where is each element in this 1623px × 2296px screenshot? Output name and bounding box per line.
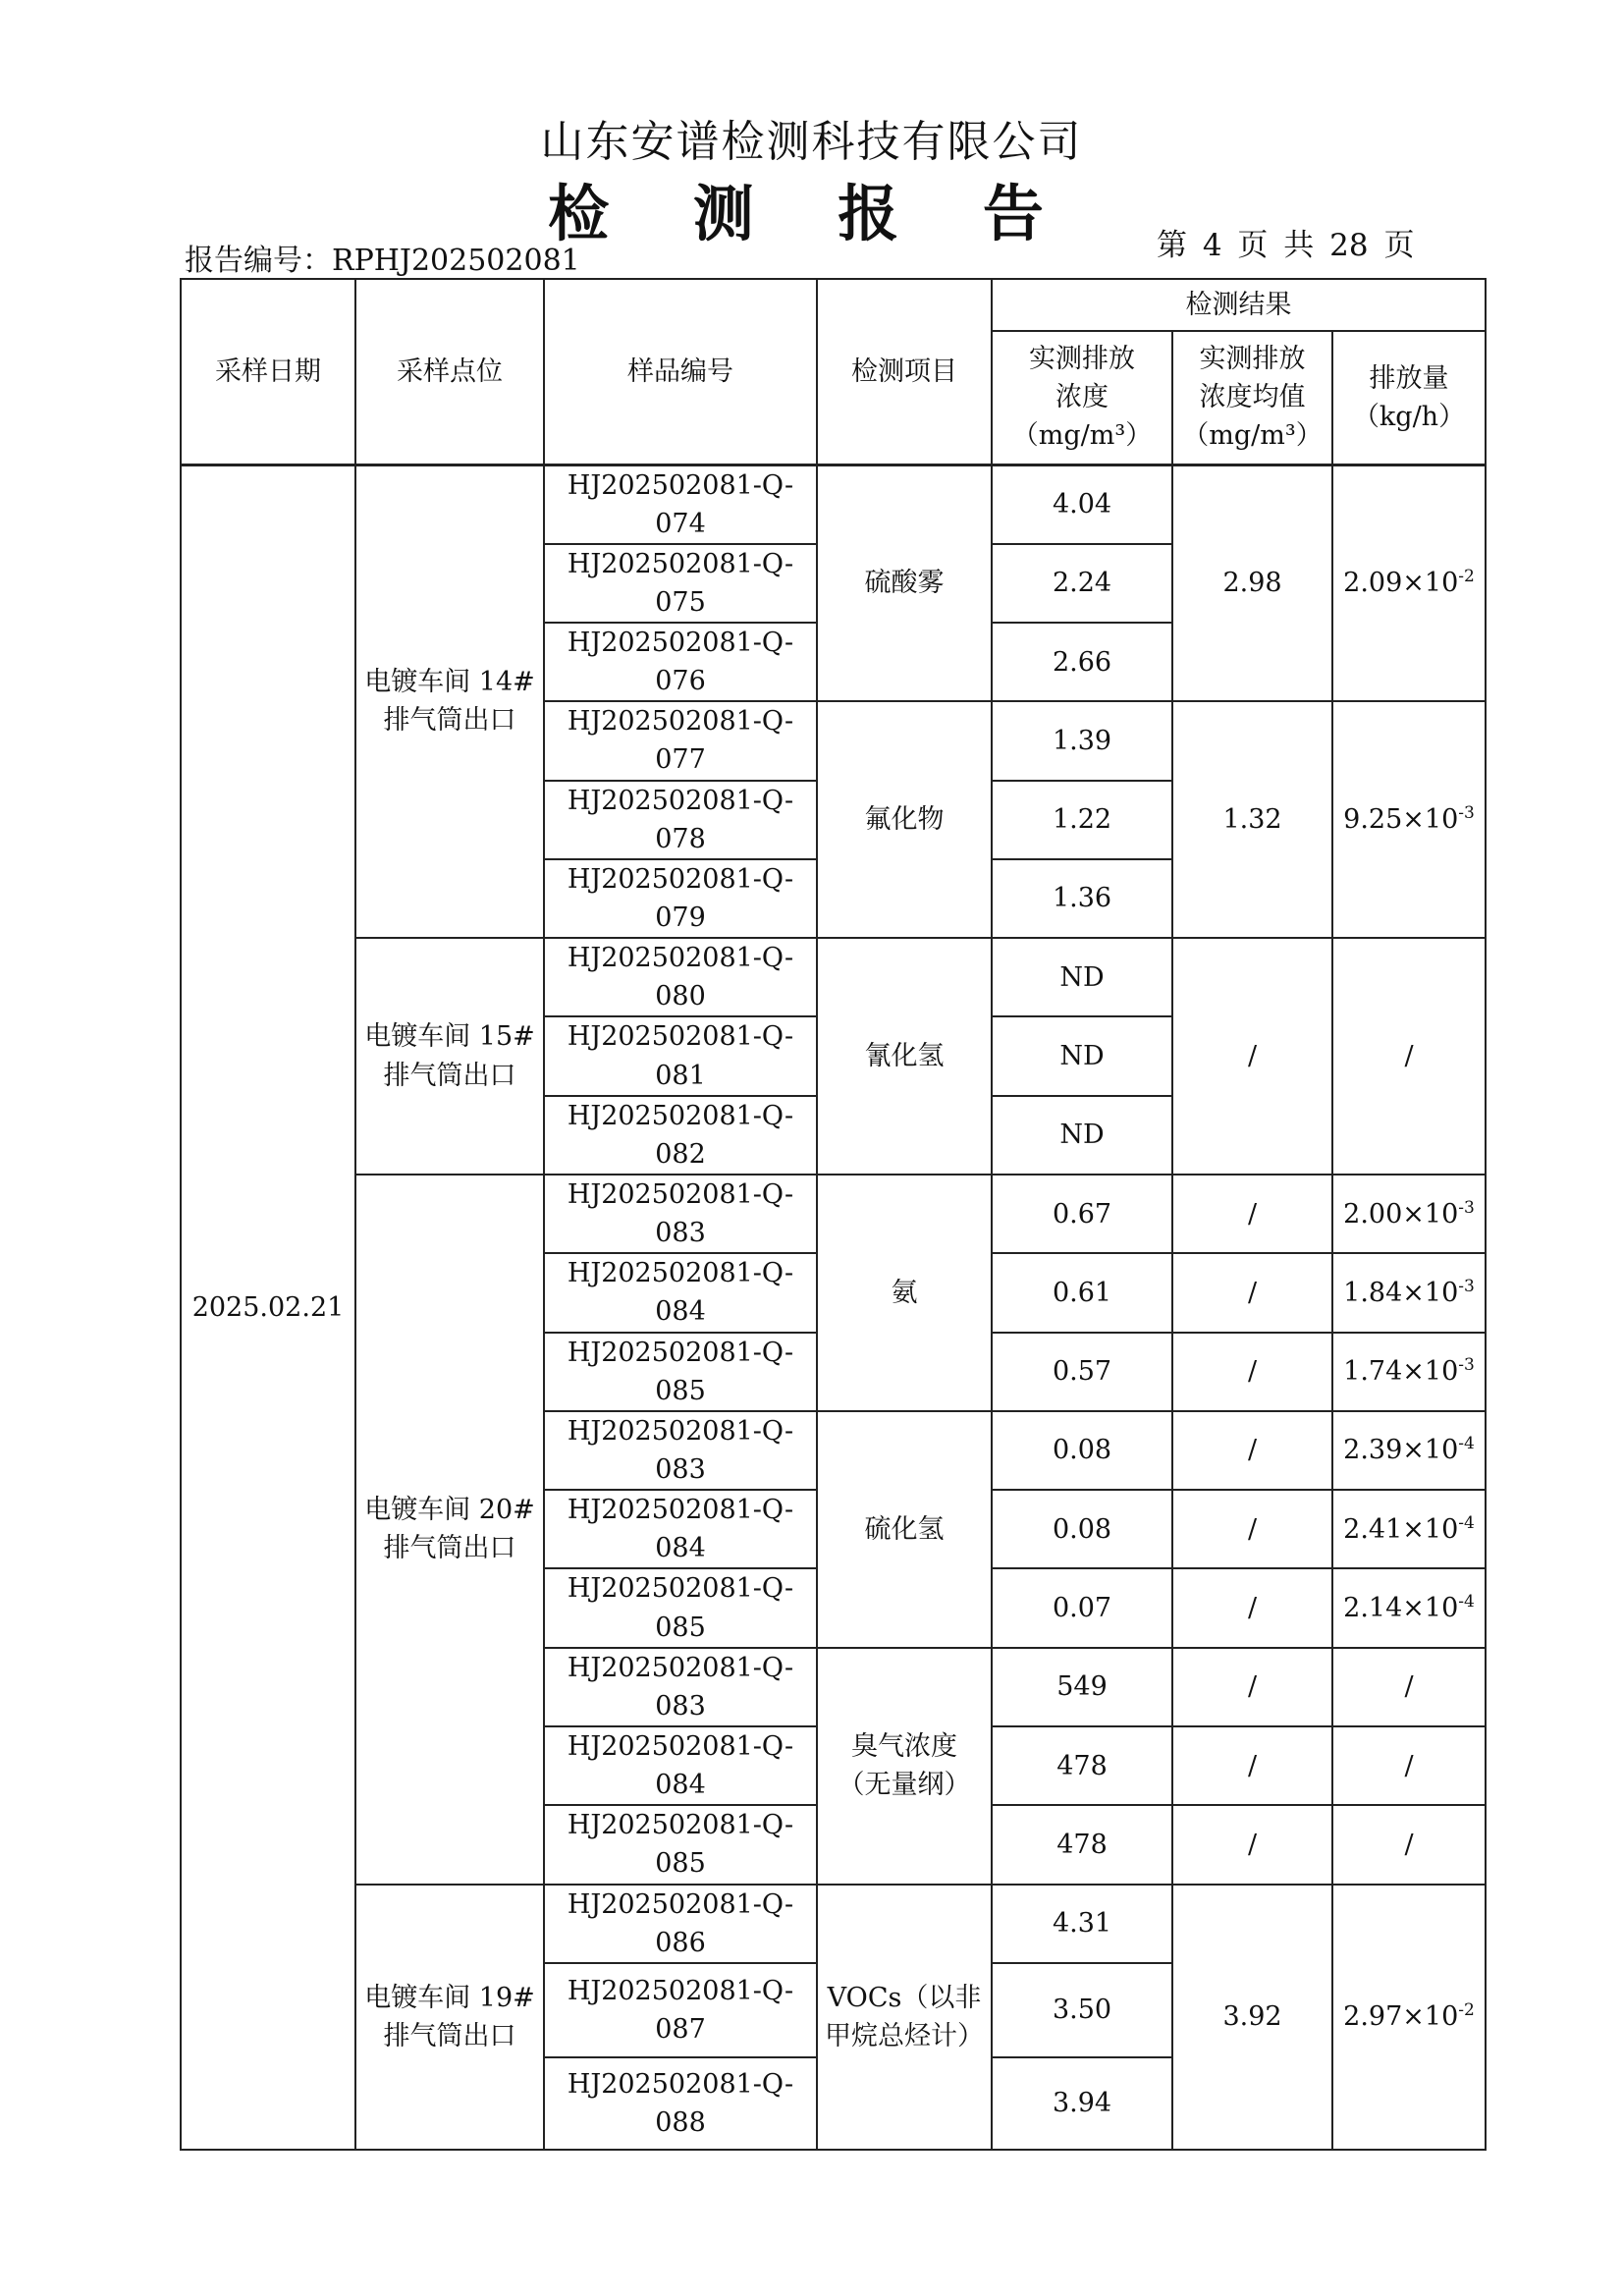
average: / bbox=[1172, 938, 1332, 1175]
concentration: 0.61 bbox=[992, 1253, 1172, 1332]
concentration: 0.08 bbox=[992, 1490, 1172, 1568]
concentration: 0.07 bbox=[992, 1568, 1172, 1647]
item-hydrogen-sulfide: 硫化氢 bbox=[817, 1411, 992, 1648]
emission-rate: / bbox=[1332, 1805, 1486, 1884]
company-name: 山东安谱检测科技有限公司 bbox=[540, 117, 1083, 167]
item-vocs: VOCs（以非 甲烷总烃计） bbox=[817, 1885, 992, 2150]
concentration: 1.39 bbox=[992, 701, 1172, 780]
report-number bbox=[185, 236, 580, 279]
average: 1.32 bbox=[1172, 701, 1332, 938]
sample-id: HJ202502081-Q-078 bbox=[544, 781, 817, 859]
emission-rate: / bbox=[1332, 1726, 1486, 1805]
concentration: 3.50 bbox=[992, 1963, 1172, 2057]
concentration: 478 bbox=[992, 1726, 1172, 1805]
emission-rate: $1.74\times 10^{-3}$ bbox=[1332, 1333, 1486, 1411]
average: / bbox=[1172, 1648, 1332, 1726]
sample-id: HJ202502081-Q-080 bbox=[544, 938, 817, 1016]
sample-id: HJ202502081-Q-084 bbox=[544, 1253, 817, 1332]
item-ammonia: 氨 bbox=[817, 1175, 992, 1411]
report-number-label: 报告编号： bbox=[185, 244, 332, 278]
sample-id: HJ202502081-Q-084 bbox=[544, 1490, 817, 1568]
concentration: 1.22 bbox=[992, 781, 1172, 859]
concentration: 0.67 bbox=[992, 1175, 1172, 1253]
emission-rate: $9.25\times 10^{-3}$ bbox=[1332, 701, 1486, 938]
item-sulfuric-acid-mist: 硫酸雾 bbox=[817, 465, 992, 701]
concentration: 0.08 bbox=[992, 1411, 1172, 1490]
location-20: 电镀车间 20# 排气筒出口 bbox=[355, 1175, 544, 1885]
concentration: 478 bbox=[992, 1805, 1172, 1884]
average: 3.92 bbox=[1172, 1885, 1332, 2150]
results-table bbox=[180, 278, 1487, 2151]
concentration: ND bbox=[992, 1016, 1172, 1095]
location-15: 电镀车间 15# 排气筒出口 bbox=[355, 938, 544, 1175]
header-concentration: 实测排放 浓度 （mg/m³） bbox=[992, 331, 1172, 465]
average: / bbox=[1172, 1175, 1332, 1253]
sample-id: HJ202502081-Q-079 bbox=[544, 859, 817, 938]
emission-rate: $1.84\times 10^{-3}$ bbox=[1332, 1253, 1486, 1332]
sample-id: HJ202502081-Q-074 bbox=[544, 465, 817, 544]
header-emission-rate: 排放量 （kg/h） bbox=[1332, 331, 1486, 465]
item-fluoride: 氟化物 bbox=[817, 701, 992, 938]
sampling-date: 2025.02.21 bbox=[181, 465, 355, 2150]
concentration: 0.57 bbox=[992, 1333, 1172, 1411]
sample-id: HJ202502081-Q-085 bbox=[544, 1805, 817, 1884]
sample-id: HJ202502081-Q-086 bbox=[544, 1885, 817, 1963]
sample-id: HJ202502081-Q-075 bbox=[544, 544, 817, 623]
emission-rate: $2.00\times 10^{-3}$ bbox=[1332, 1175, 1486, 1253]
average: / bbox=[1172, 1411, 1332, 1490]
sample-id: HJ202502081-Q-087 bbox=[544, 1963, 817, 2057]
sample-id: HJ202502081-Q-083 bbox=[544, 1648, 817, 1726]
sample-id: HJ202502081-Q-082 bbox=[544, 1096, 817, 1175]
sample-id: HJ202502081-Q-085 bbox=[544, 1568, 817, 1647]
concentration: 1.36 bbox=[992, 859, 1172, 938]
header-date: 采样日期 bbox=[181, 279, 355, 465]
sample-id: HJ202502081-Q-084 bbox=[544, 1726, 817, 1805]
average: / bbox=[1172, 1490, 1332, 1568]
concentration: 4.04 bbox=[992, 465, 1172, 544]
header-average: 实测排放 浓度均值 （mg/m³） bbox=[1172, 331, 1332, 465]
sample-id: HJ202502081-Q-083 bbox=[544, 1175, 817, 1253]
sample-id: HJ202502081-Q-077 bbox=[544, 701, 817, 780]
average: / bbox=[1172, 1568, 1332, 1647]
average: / bbox=[1172, 1253, 1332, 1332]
emission-rate: $2.14\times 10^{-4}$ bbox=[1332, 1568, 1486, 1647]
average: / bbox=[1172, 1333, 1332, 1411]
concentration: 4.31 bbox=[992, 1885, 1172, 1963]
document-title: 检 测 报 告 bbox=[548, 178, 1075, 249]
concentration: 3.94 bbox=[992, 2057, 1172, 2150]
item-odor-concentration: 臭气浓度 （无量纲） bbox=[817, 1648, 992, 1885]
location-14: 电镀车间 14# 排气筒出口 bbox=[355, 465, 544, 938]
emission-rate: / bbox=[1332, 1648, 1486, 1726]
item-hydrogen-cyanide: 氰化氢 bbox=[817, 938, 992, 1175]
sample-id: HJ202502081-Q-085 bbox=[544, 1333, 817, 1411]
emission-rate: $2.39\times 10^{-4}$ bbox=[1332, 1411, 1486, 1490]
header-sample-id: 样品编号 bbox=[544, 279, 817, 465]
sample-id: HJ202502081-Q-081 bbox=[544, 1016, 817, 1095]
page-info: 第 4 页 共 28 页 bbox=[1157, 228, 1415, 263]
average: / bbox=[1172, 1726, 1332, 1805]
sample-id: HJ202502081-Q-088 bbox=[544, 2057, 817, 2150]
emission-rate: $2.97\times 10^{-2}$ bbox=[1332, 1885, 1486, 2150]
sample-id: HJ202502081-Q-076 bbox=[544, 623, 817, 701]
emission-rate: / bbox=[1332, 938, 1486, 1175]
average: 2.98 bbox=[1172, 465, 1332, 701]
header-location: 采样点位 bbox=[355, 279, 544, 465]
location-19: 电镀车间 19# 排气筒出口 bbox=[355, 1885, 544, 2150]
emission-rate: $2.09\times 10^{-2}$ bbox=[1332, 465, 1486, 701]
concentration: ND bbox=[992, 938, 1172, 1016]
concentration: ND bbox=[992, 1096, 1172, 1175]
header-item: 检测项目 bbox=[817, 279, 992, 465]
header-results: 检测结果 bbox=[992, 279, 1486, 331]
sample-id: HJ202502081-Q-083 bbox=[544, 1411, 817, 1490]
emission-rate: $2.41\times 10^{-4}$ bbox=[1332, 1490, 1486, 1568]
report-number-value: RPHJ202502081 bbox=[332, 244, 580, 278]
average: / bbox=[1172, 1805, 1332, 1884]
concentration: 2.66 bbox=[992, 623, 1172, 701]
concentration: 2.24 bbox=[992, 544, 1172, 623]
concentration: 549 bbox=[992, 1648, 1172, 1726]
